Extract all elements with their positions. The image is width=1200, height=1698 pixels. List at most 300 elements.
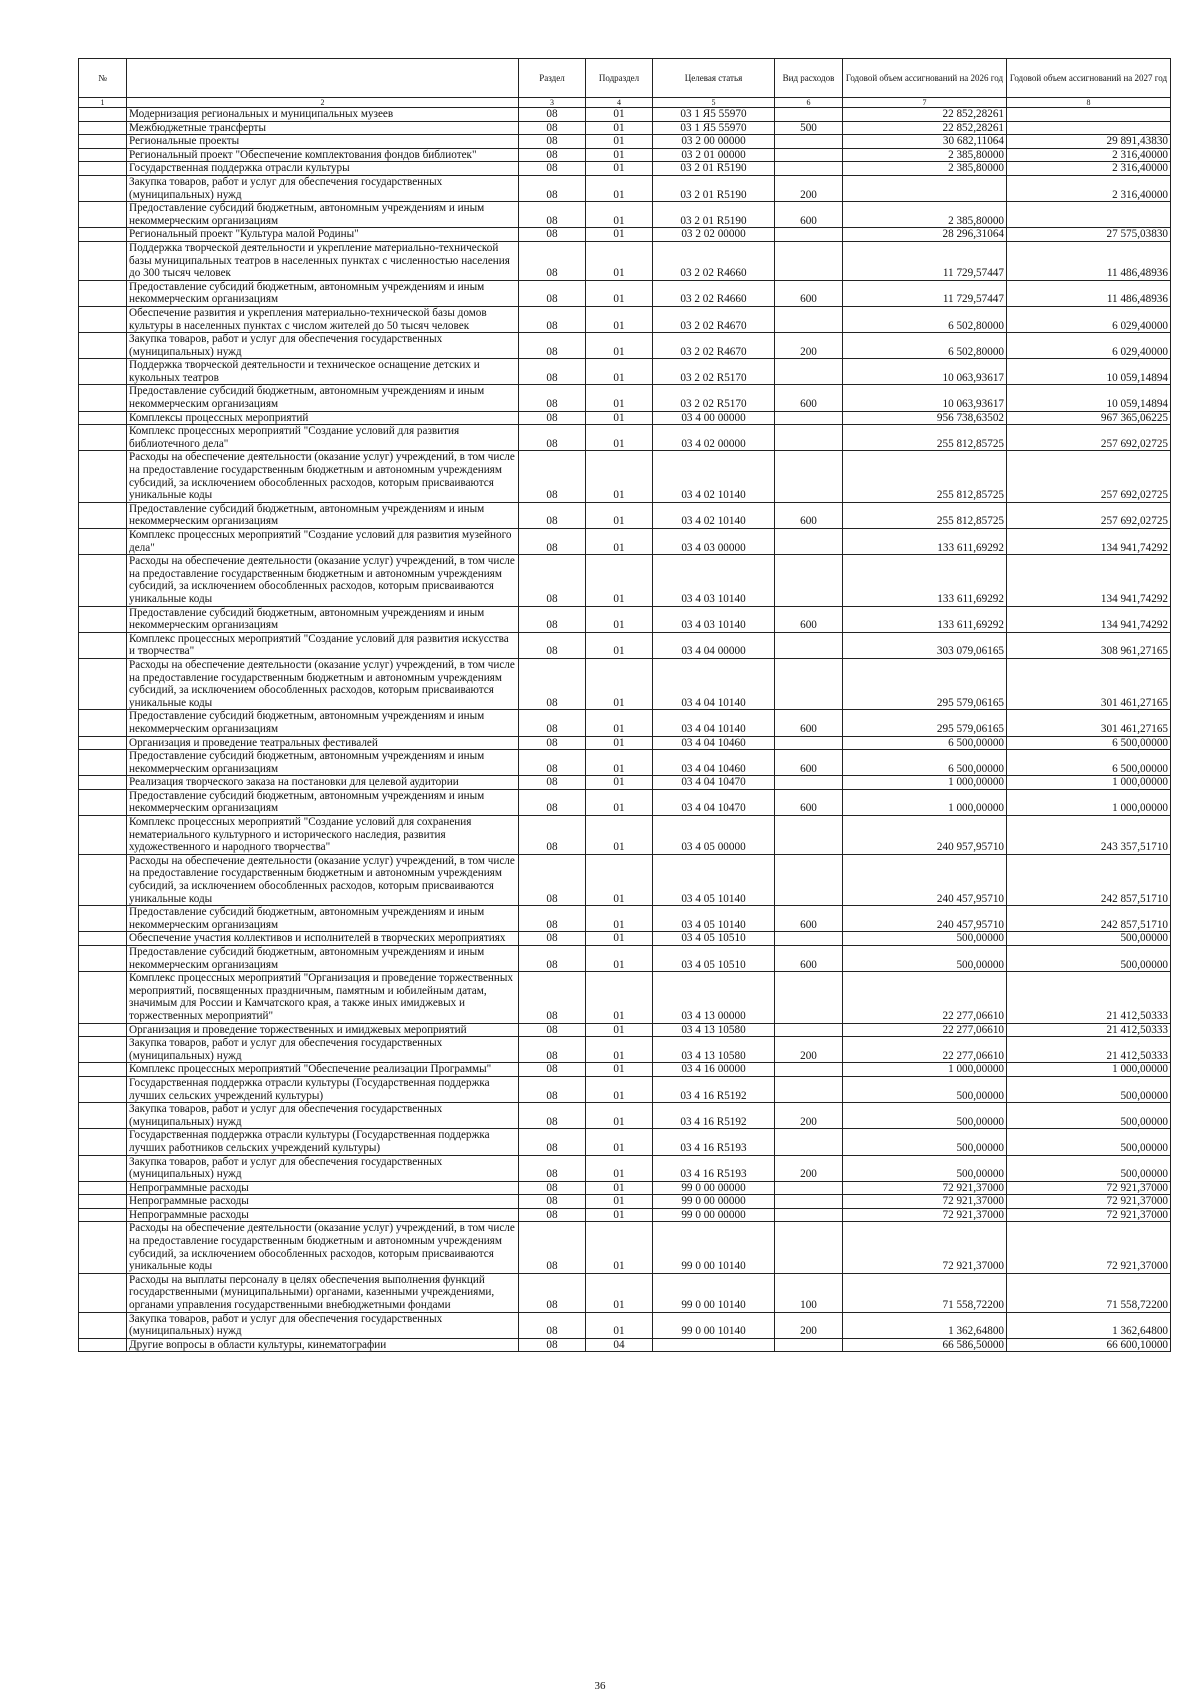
- row-name-cell: Расходы на обеспечение деятельности (оказание услуг) учреждений, в том числе на предоставление государственным бюджетным и автономным учреждениям субсидий, за исключением обособленных расходов, которым присваиваются уникальные коды: [127, 555, 519, 606]
- table-row: [79, 1076, 1171, 1102]
- row-razdel-cell: 08: [519, 306, 586, 332]
- row-no-cell: [79, 411, 127, 425]
- row-podrazdel-cell: 01: [586, 425, 653, 451]
- row-no-cell: [79, 1129, 127, 1155]
- row-razdel-cell: 08: [519, 175, 586, 201]
- row-name-cell: Предоставление субсидий бюджетным, автономным учреждениям и иным некоммерческим организациям: [127, 906, 519, 932]
- table-row: [79, 333, 1171, 359]
- row-no-cell: [79, 1312, 127, 1338]
- row-no-cell: [79, 1155, 127, 1181]
- row-razdel-cell: 08: [519, 135, 586, 149]
- row-target-article-cell: 03 4 04 10460: [653, 736, 775, 750]
- row-target-article-cell: 03 2 01 R5190: [653, 175, 775, 201]
- column-number: 3: [519, 98, 586, 108]
- page-number: 36: [594, 1680, 606, 1692]
- row-name-cell: Предоставление субсидий бюджетным, автономным учреждениям и иным некоммерческим организациям: [127, 606, 519, 632]
- row-no-cell: [79, 175, 127, 201]
- row-podrazdel-cell: 01: [586, 1023, 653, 1037]
- table-row: [79, 632, 1171, 658]
- row-amount-2026-cell: 72 921,37000: [843, 1195, 1007, 1209]
- row-name-cell: Расходы на обеспечение деятельности (оказание услуг) учреждений, в том числе на предоставление государственным бюджетным и автономным учреждениям субсидий, за исключением обособленных расходов, которым присваиваются уникальные коды: [127, 854, 519, 905]
- table-row: [79, 359, 1171, 385]
- row-razdel-cell: 08: [519, 606, 586, 632]
- row-expense-type-cell: [775, 148, 843, 162]
- row-amount-2027-cell: 257 692,02725: [1007, 451, 1171, 502]
- row-expense-type-cell: [775, 1076, 843, 1102]
- row-razdel-cell: 08: [519, 658, 586, 709]
- table-row: [79, 1222, 1171, 1273]
- row-no-cell: [79, 710, 127, 736]
- row-podrazdel-cell: 01: [586, 932, 653, 946]
- row-no-cell: [79, 228, 127, 242]
- row-name-cell: Поддержка творческой деятельности и техническое оснащение детских и кукольных театров: [127, 359, 519, 385]
- row-podrazdel-cell: 01: [586, 1208, 653, 1222]
- header-podrazdel: Подраздел: [586, 59, 653, 98]
- row-expense-type-cell: 200: [775, 333, 843, 359]
- row-name-cell: Расходы на обеспечение деятельности (оказание услуг) учреждений, в том числе на предоставление государственным бюджетным и автономным учреждениям субсидий, за исключением обособленных расходов, которым присваиваются уникальные коды: [127, 1222, 519, 1273]
- row-podrazdel-cell: 01: [586, 710, 653, 736]
- table-row: [79, 710, 1171, 736]
- row-amount-2027-cell: 1 000,00000: [1007, 1063, 1171, 1077]
- row-razdel-cell: 08: [519, 1129, 586, 1155]
- row-no-cell: [79, 946, 127, 972]
- row-podrazdel-cell: 01: [586, 972, 653, 1023]
- table-row: [79, 1063, 1171, 1077]
- row-amount-2026-cell: 28 296,31064: [843, 228, 1007, 242]
- table-row: [79, 854, 1171, 905]
- row-target-article-cell: 99 0 00 10140: [653, 1222, 775, 1273]
- row-no-cell: [79, 241, 127, 280]
- row-target-article-cell: 03 4 05 10510: [653, 932, 775, 946]
- row-amount-2026-cell: 22 277,06610: [843, 972, 1007, 1023]
- row-expense-type-cell: [775, 411, 843, 425]
- row-expense-type-cell: 200: [775, 1155, 843, 1181]
- row-no-cell: [79, 385, 127, 411]
- table-row: [79, 750, 1171, 776]
- row-podrazdel-cell: 01: [586, 121, 653, 135]
- row-no-cell: [79, 451, 127, 502]
- row-amount-2026-cell: 2 385,80000: [843, 162, 1007, 176]
- row-expense-type-cell: [775, 972, 843, 1023]
- row-no-cell: [79, 606, 127, 632]
- row-expense-type-cell: [775, 1023, 843, 1037]
- row-target-article-cell: 03 2 02 R4660: [653, 280, 775, 306]
- row-amount-2026-cell: 1 000,00000: [843, 1063, 1007, 1077]
- row-amount-2026-cell: 22 852,28261: [843, 108, 1007, 122]
- row-target-article-cell: 03 4 13 10580: [653, 1037, 775, 1063]
- row-expense-type-cell: [775, 359, 843, 385]
- row-amount-2026-cell: 1 000,00000: [843, 789, 1007, 815]
- row-expense-type-cell: [775, 135, 843, 149]
- row-razdel-cell: 08: [519, 451, 586, 502]
- row-razdel-cell: 08: [519, 710, 586, 736]
- row-amount-2026-cell: 10 063,93617: [843, 385, 1007, 411]
- column-number: 5: [653, 98, 775, 108]
- row-amount-2027-cell: [1007, 108, 1171, 122]
- row-podrazdel-cell: 01: [586, 1155, 653, 1181]
- row-target-article-cell: 03 4 04 10460: [653, 750, 775, 776]
- budget-table-sheet: [78, 58, 1170, 1352]
- row-amount-2026-cell: 6 502,80000: [843, 306, 1007, 332]
- row-name-cell: Комплекс процессных мероприятий "Создание условий для развития музейного дела": [127, 529, 519, 555]
- row-amount-2026-cell: 240 457,95710: [843, 854, 1007, 905]
- row-podrazdel-cell: 01: [586, 1181, 653, 1195]
- row-no-cell: [79, 1338, 127, 1352]
- row-amount-2026-cell: 72 921,37000: [843, 1181, 1007, 1195]
- row-amount-2026-cell: 133 611,69292: [843, 529, 1007, 555]
- row-amount-2027-cell: 72 921,37000: [1007, 1181, 1171, 1195]
- row-podrazdel-cell: 01: [586, 776, 653, 790]
- table-row: [79, 1338, 1171, 1352]
- row-razdel-cell: 08: [519, 333, 586, 359]
- row-razdel-cell: 08: [519, 425, 586, 451]
- row-podrazdel-cell: 01: [586, 816, 653, 855]
- column-number: 7: [843, 98, 1007, 108]
- row-expense-type-cell: [775, 241, 843, 280]
- row-podrazdel-cell: 01: [586, 306, 653, 332]
- row-no-cell: [79, 1023, 127, 1037]
- row-razdel-cell: 08: [519, 1037, 586, 1063]
- row-expense-type-cell: 600: [775, 710, 843, 736]
- row-amount-2027-cell: 2 316,40000: [1007, 162, 1171, 176]
- row-razdel-cell: 08: [519, 1155, 586, 1181]
- row-name-cell: Предоставление субсидий бюджетным, автономным учреждениям и иным некоммерческим организациям: [127, 385, 519, 411]
- row-amount-2026-cell: 1 000,00000: [843, 776, 1007, 790]
- row-no-cell: [79, 135, 127, 149]
- table-row: [79, 816, 1171, 855]
- row-razdel-cell: 08: [519, 1181, 586, 1195]
- row-amount-2027-cell: 1 362,64800: [1007, 1312, 1171, 1338]
- row-no-cell: [79, 1063, 127, 1077]
- row-amount-2026-cell: 303 079,06165: [843, 632, 1007, 658]
- row-target-article-cell: 03 4 16 00000: [653, 1063, 775, 1077]
- row-expense-type-cell: [775, 555, 843, 606]
- row-no-cell: [79, 529, 127, 555]
- row-amount-2027-cell: 21 412,50333: [1007, 1023, 1171, 1037]
- header-target-article: Целевая статья: [653, 59, 775, 98]
- row-expense-type-cell: [775, 306, 843, 332]
- row-podrazdel-cell: 01: [586, 946, 653, 972]
- row-target-article-cell: 03 2 01 R5190: [653, 162, 775, 176]
- row-amount-2026-cell: 11 729,57447: [843, 241, 1007, 280]
- row-amount-2026-cell: 30 682,11064: [843, 135, 1007, 149]
- row-podrazdel-cell: 01: [586, 359, 653, 385]
- row-name-cell: Закупка товаров, работ и услуг для обеспечения государственных (муниципальных) нужд: [127, 175, 519, 201]
- row-name-cell: Непрограммные расходы: [127, 1195, 519, 1209]
- row-podrazdel-cell: 01: [586, 108, 653, 122]
- row-razdel-cell: 08: [519, 932, 586, 946]
- row-razdel-cell: 08: [519, 502, 586, 528]
- row-no-cell: [79, 359, 127, 385]
- table-row: [79, 1195, 1171, 1209]
- table-row: [79, 385, 1171, 411]
- row-name-cell: Модернизация региональных и муниципальных музеев: [127, 108, 519, 122]
- table-row: [79, 502, 1171, 528]
- row-amount-2026-cell: 500,00000: [843, 1129, 1007, 1155]
- row-name-cell: Комплекс процессных мероприятий "Обеспечение реализации Программы": [127, 1063, 519, 1077]
- row-no-cell: [79, 148, 127, 162]
- row-razdel-cell: 08: [519, 228, 586, 242]
- row-amount-2027-cell: 257 692,02725: [1007, 502, 1171, 528]
- row-razdel-cell: 08: [519, 162, 586, 176]
- row-expense-type-cell: 500: [775, 121, 843, 135]
- row-expense-type-cell: [775, 854, 843, 905]
- row-no-cell: [79, 736, 127, 750]
- row-amount-2026-cell: 500,00000: [843, 932, 1007, 946]
- row-target-article-cell: 03 2 02 R4660: [653, 241, 775, 280]
- row-expense-type-cell: 100: [775, 1273, 843, 1312]
- row-no-cell: [79, 425, 127, 451]
- row-name-cell: Региональный проект "Обеспечение комплектования фондов библиотек": [127, 148, 519, 162]
- row-target-article-cell: 03 4 05 10140: [653, 854, 775, 905]
- table-row: [79, 280, 1171, 306]
- table-row: [79, 425, 1171, 451]
- row-amount-2027-cell: 11 486,48936: [1007, 280, 1171, 306]
- row-no-cell: [79, 555, 127, 606]
- row-podrazdel-cell: 01: [586, 385, 653, 411]
- row-target-article-cell: 03 4 04 10470: [653, 789, 775, 815]
- row-expense-type-cell: [775, 1195, 843, 1209]
- row-podrazdel-cell: 01: [586, 1129, 653, 1155]
- row-podrazdel-cell: 01: [586, 1195, 653, 1209]
- row-podrazdel-cell: 01: [586, 135, 653, 149]
- row-amount-2027-cell: 500,00000: [1007, 1129, 1171, 1155]
- row-amount-2027-cell: 134 941,74292: [1007, 529, 1171, 555]
- row-amount-2027-cell: 500,00000: [1007, 1076, 1171, 1102]
- row-podrazdel-cell: 01: [586, 162, 653, 176]
- row-podrazdel-cell: 01: [586, 451, 653, 502]
- row-target-article-cell: 03 2 00 00000: [653, 135, 775, 149]
- table-row: [79, 451, 1171, 502]
- row-amount-2026-cell: 1 362,64800: [843, 1312, 1007, 1338]
- row-amount-2027-cell: 11 486,48936: [1007, 241, 1171, 280]
- row-target-article-cell: 99 0 00 10140: [653, 1273, 775, 1312]
- row-no-cell: [79, 280, 127, 306]
- row-amount-2027-cell: [1007, 202, 1171, 228]
- row-podrazdel-cell: 01: [586, 750, 653, 776]
- row-name-cell: Предоставление субсидий бюджетным, автономным учреждениям и иным некоммерческим организациям: [127, 280, 519, 306]
- row-target-article-cell: 03 2 02 R5170: [653, 359, 775, 385]
- row-razdel-cell: 08: [519, 529, 586, 555]
- row-no-cell: [79, 1273, 127, 1312]
- table-row: [79, 121, 1171, 135]
- row-target-article-cell: 03 4 16 R5192: [653, 1076, 775, 1102]
- row-target-article-cell: 99 0 00 10140: [653, 1312, 775, 1338]
- row-target-article-cell: 03 4 05 10510: [653, 946, 775, 972]
- row-podrazdel-cell: 01: [586, 411, 653, 425]
- row-podrazdel-cell: 01: [586, 1273, 653, 1312]
- row-razdel-cell: 08: [519, 736, 586, 750]
- row-name-cell: Расходы на обеспечение деятельности (оказание услуг) учреждений, в том числе на предоставление государственным бюджетным и автономным учреждениям субсидий, за исключением обособленных расходов, которым присваиваются уникальные коды: [127, 451, 519, 502]
- row-amount-2026-cell: 240 457,95710: [843, 906, 1007, 932]
- row-amount-2027-cell: 27 575,03830: [1007, 228, 1171, 242]
- row-amount-2027-cell: 21 412,50333: [1007, 1037, 1171, 1063]
- row-no-cell: [79, 162, 127, 176]
- row-amount-2026-cell: 255 812,85725: [843, 425, 1007, 451]
- row-amount-2027-cell: 242 857,51710: [1007, 854, 1171, 905]
- table-row: [79, 906, 1171, 932]
- row-podrazdel-cell: 01: [586, 658, 653, 709]
- header-amount-2026: Годовой объем ассигнований на 2026 год: [843, 59, 1007, 98]
- row-expense-type-cell: [775, 816, 843, 855]
- row-expense-type-cell: [775, 1063, 843, 1077]
- row-expense-type-cell: [775, 1208, 843, 1222]
- row-amount-2027-cell: 21 412,50333: [1007, 972, 1171, 1023]
- row-expense-type-cell: [775, 932, 843, 946]
- row-podrazdel-cell: 01: [586, 632, 653, 658]
- row-expense-type-cell: [775, 228, 843, 242]
- row-razdel-cell: 08: [519, 148, 586, 162]
- row-razdel-cell: 08: [519, 202, 586, 228]
- row-name-cell: Закупка товаров, работ и услуг для обеспечения государственных (муниципальных) нужд: [127, 1155, 519, 1181]
- row-name-cell: Комплекс процессных мероприятий "Создание условий для сохранения нематериального культурного и исторического наследия, развития художественного и народного творчества": [127, 816, 519, 855]
- row-amount-2026-cell: 72 921,37000: [843, 1208, 1007, 1222]
- row-podrazdel-cell: 01: [586, 1037, 653, 1063]
- row-razdel-cell: 08: [519, 1222, 586, 1273]
- row-name-cell: Региональный проект "Культура малой Родины": [127, 228, 519, 242]
- row-amount-2026-cell: 2 385,80000: [843, 202, 1007, 228]
- row-amount-2026-cell: 11 729,57447: [843, 280, 1007, 306]
- row-name-cell: Поддержка творческой деятельности и укрепление материально-технической базы муниципальных театров в населенных пунктах с численностью населения до 300 тысяч человек: [127, 241, 519, 280]
- row-razdel-cell: 08: [519, 1023, 586, 1037]
- row-no-cell: [79, 750, 127, 776]
- row-target-article-cell: 03 4 00 00000: [653, 411, 775, 425]
- table-row: [79, 789, 1171, 815]
- row-expense-type-cell: [775, 529, 843, 555]
- table-row: [79, 1273, 1171, 1312]
- row-target-article-cell: 03 4 04 10470: [653, 776, 775, 790]
- row-target-article-cell: 03 1 Я5 55970: [653, 121, 775, 135]
- row-amount-2026-cell: 22 852,28261: [843, 121, 1007, 135]
- row-expense-type-cell: 600: [775, 385, 843, 411]
- row-expense-type-cell: [775, 1129, 843, 1155]
- row-razdel-cell: 08: [519, 121, 586, 135]
- row-target-article-cell: 03 4 16 R5193: [653, 1155, 775, 1181]
- row-no-cell: [79, 108, 127, 122]
- row-podrazdel-cell: 01: [586, 1312, 653, 1338]
- row-amount-2027-cell: [1007, 121, 1171, 135]
- row-target-article-cell: 03 4 04 00000: [653, 632, 775, 658]
- row-name-cell: Закупка товаров, работ и услуг для обеспечения государственных (муниципальных) нужд: [127, 1037, 519, 1063]
- table-header-row: [79, 59, 1171, 98]
- row-razdel-cell: 08: [519, 1195, 586, 1209]
- row-amount-2027-cell: 66 600,10000: [1007, 1338, 1171, 1352]
- row-razdel-cell: 08: [519, 1076, 586, 1102]
- row-target-article-cell: 03 4 16 R5192: [653, 1103, 775, 1129]
- row-no-cell: [79, 333, 127, 359]
- row-name-cell: Обеспечение участия коллективов и исполнителей в творческих мероприятиях: [127, 932, 519, 946]
- row-razdel-cell: 08: [519, 1063, 586, 1077]
- row-amount-2027-cell: 500,00000: [1007, 946, 1171, 972]
- row-amount-2026-cell: 6 500,00000: [843, 750, 1007, 776]
- row-no-cell: [79, 932, 127, 946]
- row-amount-2027-cell: 10 059,14894: [1007, 385, 1171, 411]
- row-amount-2026-cell: 6 500,00000: [843, 736, 1007, 750]
- row-amount-2027-cell: 301 461,27165: [1007, 658, 1171, 709]
- table-row: [79, 175, 1171, 201]
- table-row: [79, 228, 1171, 242]
- row-razdel-cell: 08: [519, 385, 586, 411]
- row-amount-2026-cell: 133 611,69292: [843, 555, 1007, 606]
- row-razdel-cell: 08: [519, 972, 586, 1023]
- row-name-cell: Обеспечение развития и укрепления материально-технической базы домов культуры в населенных пунктах с числом жителей до 50 тысяч человек: [127, 306, 519, 332]
- row-amount-2026-cell: [843, 175, 1007, 201]
- row-amount-2026-cell: 72 921,37000: [843, 1222, 1007, 1273]
- row-razdel-cell: 08: [519, 1273, 586, 1312]
- row-target-article-cell: 03 2 01 R5190: [653, 202, 775, 228]
- row-amount-2027-cell: 6 029,40000: [1007, 333, 1171, 359]
- row-razdel-cell: 08: [519, 555, 586, 606]
- row-amount-2026-cell: 10 063,93617: [843, 359, 1007, 385]
- row-name-cell: Комплекс процессных мероприятий "Создание условий для развития библиотечного дела": [127, 425, 519, 451]
- row-razdel-cell: 08: [519, 789, 586, 815]
- row-amount-2027-cell: 242 857,51710: [1007, 906, 1171, 932]
- row-name-cell: Расходы на выплаты персоналу в целях обеспечения выполнения функций государственными (муниципальными) органами, казенными учреждениями, органами управления государственными внебюджетными фондами: [127, 1273, 519, 1312]
- row-expense-type-cell: 200: [775, 1312, 843, 1338]
- row-target-article-cell: 03 2 02 R5170: [653, 385, 775, 411]
- row-expense-type-cell: 200: [775, 1037, 843, 1063]
- row-name-cell: Закупка товаров, работ и услуг для обеспечения государственных (муниципальных) нужд: [127, 1103, 519, 1129]
- row-expense-type-cell: [775, 632, 843, 658]
- row-expense-type-cell: 600: [775, 202, 843, 228]
- table-body: [79, 108, 1171, 1352]
- row-amount-2027-cell: 1 000,00000: [1007, 789, 1171, 815]
- row-amount-2026-cell: 500,00000: [843, 1103, 1007, 1129]
- row-name-cell: Предоставление субсидий бюджетным, автономным учреждениям и иным некоммерческим организациям: [127, 750, 519, 776]
- row-no-cell: [79, 1222, 127, 1273]
- row-name-cell: Государственная поддержка отрасли культуры (Государственная поддержка лучших сельских учреждений культуры): [127, 1076, 519, 1102]
- row-name-cell: Региональные проекты: [127, 135, 519, 149]
- row-expense-type-cell: [775, 162, 843, 176]
- row-target-article-cell: 03 4 05 10140: [653, 906, 775, 932]
- row-name-cell: Предоставление субсидий бюджетным, автономным учреждениям и иным некоммерческим организациям: [127, 789, 519, 815]
- row-razdel-cell: 08: [519, 816, 586, 855]
- row-amount-2026-cell: 255 812,85725: [843, 502, 1007, 528]
- row-podrazdel-cell: 01: [586, 333, 653, 359]
- row-expense-type-cell: [775, 1338, 843, 1352]
- row-razdel-cell: 08: [519, 776, 586, 790]
- row-razdel-cell: 08: [519, 411, 586, 425]
- row-target-article-cell: 03 4 02 10140: [653, 502, 775, 528]
- row-target-article-cell: 03 4 02 00000: [653, 425, 775, 451]
- row-name-cell: Государственная поддержка отрасли культуры (Государственная поддержка лучших работников сельских учреждений культуры): [127, 1129, 519, 1155]
- row-name-cell: Другие вопросы в области культуры, кинематографии: [127, 1338, 519, 1352]
- row-razdel-cell: 08: [519, 854, 586, 905]
- row-expense-type-cell: [775, 1181, 843, 1195]
- row-razdel-cell: 08: [519, 359, 586, 385]
- budget-table: [78, 58, 1171, 1352]
- row-name-cell: Предоставление субсидий бюджетным, автономным учреждениям и иным некоммерческим организациям: [127, 502, 519, 528]
- row-razdel-cell: 08: [519, 280, 586, 306]
- row-name-cell: Расходы на обеспечение деятельности (оказание услуг) учреждений, в том числе на предоставление государственным бюджетным и автономным учреждениям субсидий, за исключением обособленных расходов, которым присваиваются уникальные коды: [127, 658, 519, 709]
- row-expense-type-cell: 600: [775, 789, 843, 815]
- row-no-cell: [79, 1208, 127, 1222]
- row-razdel-cell: 08: [519, 632, 586, 658]
- row-amount-2027-cell: 967 365,06225: [1007, 411, 1171, 425]
- row-target-article-cell: 03 2 02 00000: [653, 228, 775, 242]
- row-target-article-cell: [653, 1338, 775, 1352]
- row-amount-2026-cell: 255 812,85725: [843, 451, 1007, 502]
- row-podrazdel-cell: 01: [586, 736, 653, 750]
- row-expense-type-cell: 600: [775, 502, 843, 528]
- row-no-cell: [79, 816, 127, 855]
- row-amount-2026-cell: 295 579,06165: [843, 658, 1007, 709]
- row-amount-2027-cell: 134 941,74292: [1007, 606, 1171, 632]
- row-no-cell: [79, 202, 127, 228]
- row-podrazdel-cell: 04: [586, 1338, 653, 1352]
- table-row: [79, 1208, 1171, 1222]
- row-expense-type-cell: [775, 1222, 843, 1273]
